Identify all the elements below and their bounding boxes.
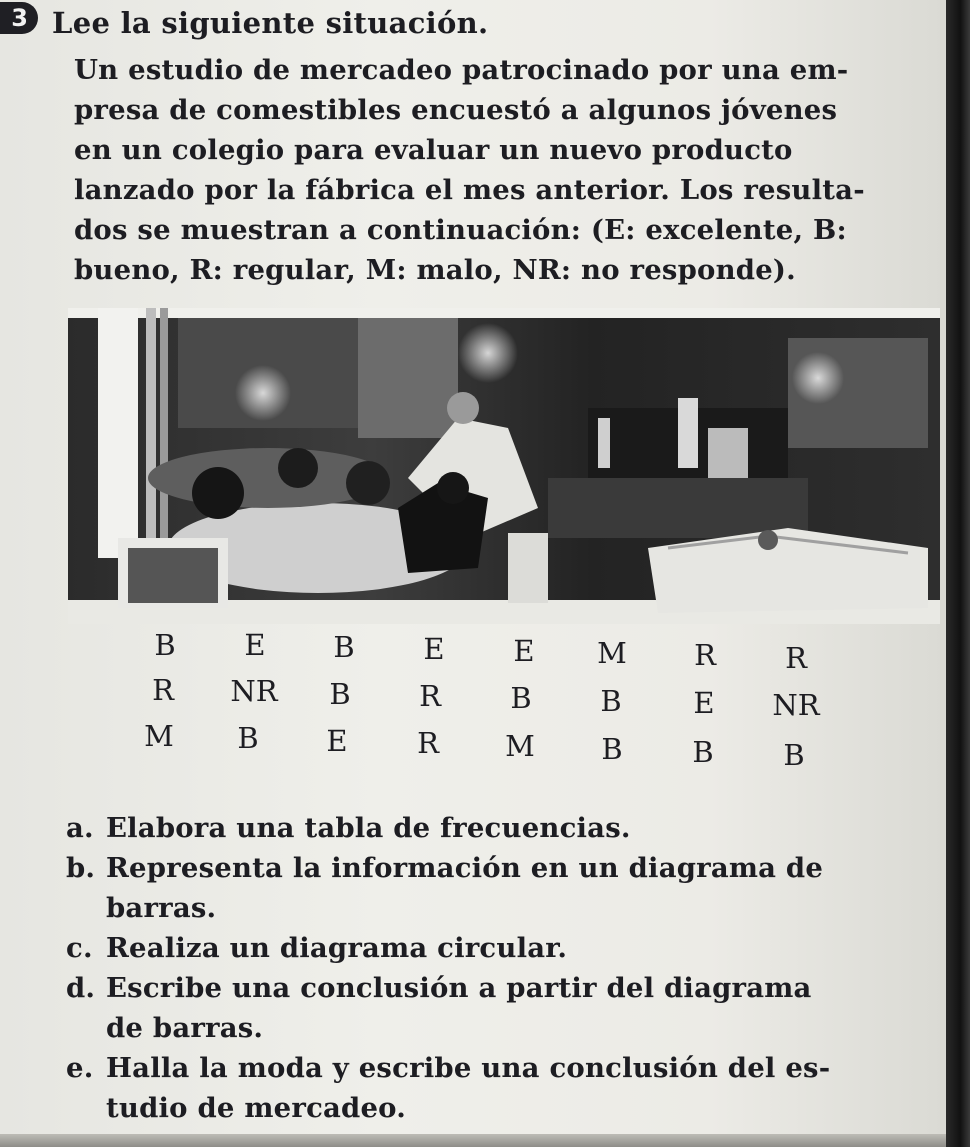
task-text: tudio de mercadeo. [106,1092,406,1124]
response-cell: B [237,721,259,755]
task-item [66,848,926,928]
response-cell: M [144,719,174,753]
task-text: Realiza un diagrama circular. [106,932,568,964]
paragraph-line: Un estudio de mercadeo patrocinado por una em- [74,54,849,86]
paragraph-line: presa de comestibles encuestó a algunos jóvenes [74,94,838,126]
response-cell: E [693,686,715,720]
response-cell: NR [230,674,278,708]
page-binding-edge [946,0,970,1147]
task-text: de barras. [106,1012,264,1044]
response-cell: B [601,732,623,766]
response-cell: E [513,634,535,668]
paragraph-line: dos se muestran a continuación: (E: excelente, B: [74,214,847,246]
task-text: Escribe una conclusión a partir del diagrama [106,972,812,1004]
response-cell: E [423,632,445,666]
task-item [66,808,926,848]
paragraph-line: lanzado por la fábrica el mes anterior. Los resulta- [74,174,865,206]
response-cell: E [244,628,266,662]
task-text: Halla la moda y escribe una conclusión del es- [106,1052,831,1084]
response-cell: B [600,684,622,718]
task-letter: d. [66,972,96,1004]
response-cell: R [417,726,439,760]
task-item [66,928,926,968]
page-bottom-edge [0,1134,946,1147]
response-cell: B [329,677,351,711]
response-cell: M [597,636,627,670]
response-cell: R [419,679,441,713]
task-letter: a. [66,812,94,844]
response-cell: B [333,630,355,664]
response-cell: R [152,673,174,707]
task-list [66,808,926,1128]
task-item [66,1048,926,1128]
task-letter: e. [66,1052,94,1084]
response-cell: R [694,638,716,672]
response-cell: R [785,641,807,675]
task-letter: b. [66,852,96,884]
task-item [66,968,926,1048]
response-cell: B [692,735,714,769]
task-text: barras. [106,892,217,924]
task-letter: c. [66,932,93,964]
response-cell: B [154,628,176,662]
response-cell: NR [772,688,820,722]
paragraph-line: en un colegio para evaluar un nuevo producto [74,134,793,166]
task-text: Elabora una tabla de frecuencias. [106,812,631,844]
exercise-heading: Lee la siguiente situación. [52,6,489,40]
response-cell: E [326,724,348,758]
response-cell: M [505,729,535,763]
exercise-number: 3 [11,4,28,32]
task-text: Representa la información en un diagrama de [106,852,824,884]
paragraph-line: bueno, R: regular, M: malo, NR: no responde). [74,254,796,286]
response-cell: B [783,738,805,772]
response-cell: B [510,681,532,715]
